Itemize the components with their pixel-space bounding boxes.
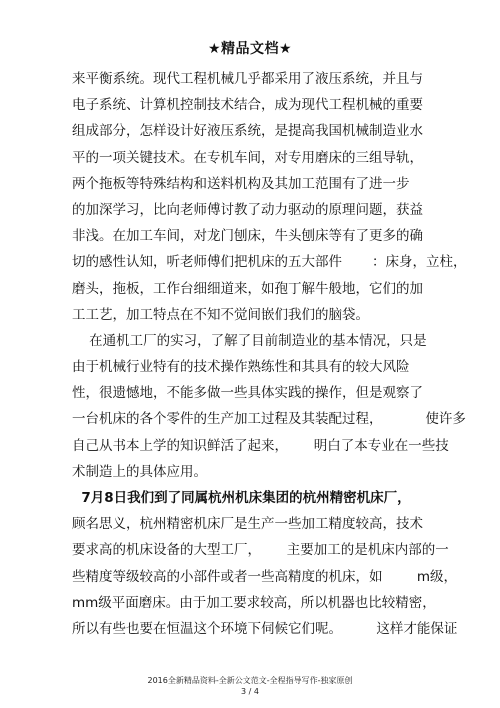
text-line: 两个拖板等特殊结构和送料机构及其加工范围有了进一步 <box>72 175 410 192</box>
footer-source-text: 2016全新精品资料-全新公文范文-全程指导写作-独家原创 <box>147 676 353 685</box>
text-line: 在通机工厂的实习，了解了目前制造业的基本情况，只是 <box>72 332 427 349</box>
text-line: 工工艺，加工特点在不知不觉间嵌们我们的脑袋。 <box>72 306 369 323</box>
text-line-date: 7月8日我们到了同属杭州机床集团的杭州精密机床厂， <box>72 490 411 506</box>
text-line: 组成部分，怎样设计好液压系统，是提高我国机械制造业水 <box>72 123 423 140</box>
text-line: 些精度等级较高的小部件或者一些高精度的机床，如 m级， <box>72 568 457 585</box>
text-line: 由于机械行业特有的技术操作熟练性和其具有的较大风险 <box>72 359 410 376</box>
text-line: 一台机床的各个零件的生产加工过程及其装配过程， 使许多 <box>72 411 466 428</box>
text-line: 电子系统、计算机控制技术结合，成为现代工程机械的重要 <box>72 97 423 114</box>
text-line: 的加深学习，比向老师傅讨教了动力驱动的原理问题，获益 <box>72 201 423 218</box>
page-number: 3 / 4 <box>241 687 259 696</box>
text-line: 要求高的机床设备的大型工厂， 主要加工的是机床内部的一 <box>72 542 449 559</box>
text-line: 顾名思义，杭州精密机床厂是生产一些加工精度较高，技术 <box>72 516 423 533</box>
page-footer <box>0 675 500 697</box>
text-line: 切的感性认知，听老师傅们把机床的五大部件 ：床身，立柱， <box>72 254 467 271</box>
text-line: 自己从书本上学的知识鲜活了起来， 明白了本专业在一些技 <box>72 437 449 454</box>
text-line: 术制造上的具体应用。 <box>72 463 207 480</box>
text-line: 性，很遗憾地，不能多做一些具体实践的操作，但是观察了 <box>72 385 423 402</box>
text-line: mm级平面磨床。由于加工要求较高，所以机器也比较精密， <box>72 594 436 611</box>
text-line: 平的一项关键技术。在专机车间，对专用磨床的三组导轨， <box>72 149 423 166</box>
text-line: 来平衡系统。现代工程机械几乎都采用了液压系统，并且与 <box>72 71 423 87</box>
text-line: 非浅。在加工车间，对龙门刨床，牛头刨床等有了更多的确 <box>72 228 423 245</box>
page-header-title: ★精品文档★ <box>207 41 293 57</box>
document-body <box>72 66 467 642</box>
text-line: 磨头，拖板，工作台细细道来，如孢丁解牛般地，它们的加 <box>72 280 423 297</box>
text-line: 所以有些也要在恒温这个环境下伺候它们呢。 这样才能保证 <box>72 620 458 637</box>
